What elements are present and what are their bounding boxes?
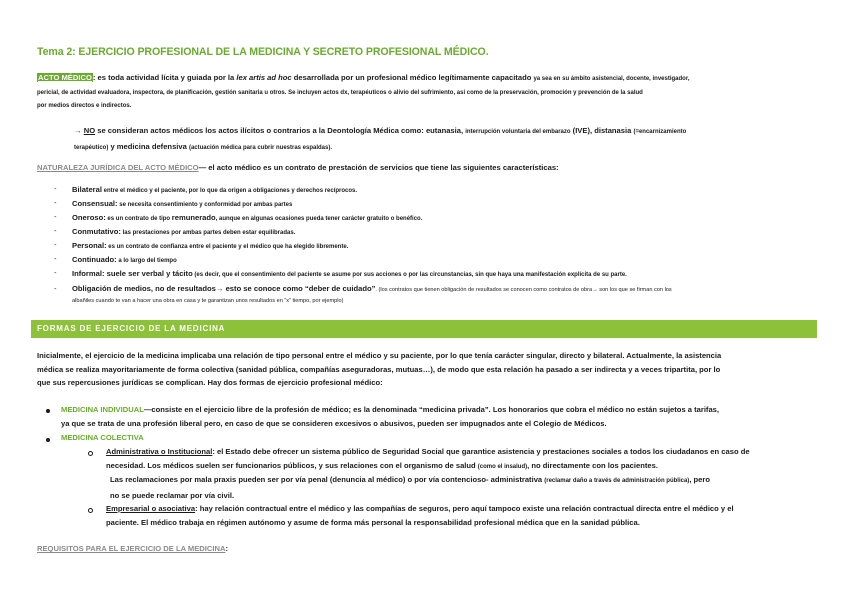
list-dash: - xyxy=(54,254,57,263)
section-header-bar xyxy=(31,320,817,338)
page-title: Tema 2: EJERCICIO PROFESIONAL DE LA MEDICINA Y SECRETO PROFESIONAL MÉDICO. xyxy=(37,46,489,58)
no-actos-text-1: se consideran actos médicos los actos ilícitos o contrarios a la Deontología Médica como: eutanasia, xyxy=(95,126,466,135)
requisitos-line xyxy=(37,542,228,556)
text-span: Conmutativo: xyxy=(72,227,121,236)
list-item xyxy=(72,267,627,283)
text-span: —consiste en el ejercicio libre de la profesión de médico; es la denominada “medicina privada”. Los honorarios que cobra el médico no están sujetos a tarifas, xyxy=(143,405,720,414)
text-span: necesidad. Los médicos suelen ser funcionarios públicos, y sus relaciones con el organismo de salud xyxy=(106,460,478,470)
text-span: no se puede reclamar por vía civil. xyxy=(110,490,235,500)
text-span: Oneroso: xyxy=(72,213,106,222)
requisitos-heading: REQUISITOS PARA EL EJERCICIO DE LA MEDICINA xyxy=(37,544,226,553)
text-span: ya que se trata de una profesión liberal pero, en caso de que se consideren excesivos o abusivos, pueden ser impugnados ante el Colegio de Médicos. xyxy=(61,418,607,428)
naturaleza-heading: NATURALEZA JURÍDICA DEL ACTO MÉDICO xyxy=(37,163,199,172)
list-dash: - xyxy=(54,284,57,293)
text-span: , aunque en algunas ocasiones pueda tener carácter gratuito o benéfico. xyxy=(215,216,423,222)
bullet-ring xyxy=(88,508,93,513)
bullet-dot xyxy=(46,438,50,442)
text-span: es un contrato de tipo xyxy=(105,216,172,222)
no-actos-small-2: (=encarnizamiento xyxy=(633,129,687,135)
list-dash: - xyxy=(54,212,57,221)
no-actos-small-1: interrupción voluntaria del embarazo xyxy=(465,129,571,135)
acto-text-4: ya sea en su ámbito asistencial, docente, investigador, xyxy=(533,76,690,82)
text-span: : el Estado debe ofrecer un sistema público de Seguridad Social que garantice asistencia y prestaciones sociales a todos los ciudadanos en caso de xyxy=(212,447,750,456)
text-span: Empresarial o asociativa xyxy=(106,504,196,513)
text-span: : xyxy=(225,544,228,553)
medicina-individual xyxy=(61,403,821,430)
text-span: . (los contratos que tienen obligación de resultados se conocen como contratos de obra→ son los que se firman con los xyxy=(375,287,672,293)
acto-medico-label: ACTO MÉDICO xyxy=(38,73,92,82)
text-span: Consensual: xyxy=(72,199,118,208)
no-actos-small-3: terapéutico) xyxy=(74,144,109,151)
text-span: Personal: xyxy=(72,241,107,250)
bullet-ring xyxy=(88,451,93,456)
empresarial-item xyxy=(106,502,826,529)
naturaleza-text: — el acto médico es un contrato de prestación de servicios que tiene las siguientes características: xyxy=(198,163,559,172)
text-span: (es decir, que el consentimiento del paciente se asume por sus acciones o por las circunstancias, sin que haya una manifestación explícita de su parte. xyxy=(192,272,627,278)
no-actos-paragraph xyxy=(74,124,824,155)
acto-line-3: por medios directos e indirectos. xyxy=(37,103,132,110)
text-span: MEDICINA INDIVIDUAL xyxy=(61,405,144,414)
text-span: entre el médico y el paciente, por lo que da origen a obligaciones y derechos recíprocos. xyxy=(101,188,358,194)
reclamaciones-paragraph xyxy=(110,473,825,502)
list-dash: - xyxy=(54,198,57,207)
text-span: Bilateral xyxy=(72,185,102,194)
medicina-colectiva-heading xyxy=(61,431,144,445)
arrow-icon: → xyxy=(74,126,82,135)
list-dash: - xyxy=(54,240,57,249)
text-span: (reclamar daño a través de administración pública) xyxy=(544,478,690,484)
list-dash: - xyxy=(54,226,57,235)
no-actos-small-4: (actuación médica para cubrir nuestras espaldas). xyxy=(188,144,333,151)
text-span: Las reclamaciones por mala praxis pueden ser por vía penal (denuncia al médico) o por vía contencioso- administrativa xyxy=(110,475,545,484)
naturaleza-line xyxy=(37,161,827,175)
section-header-text: FORMAS DE EJERCICIO DE LA MEDICINA xyxy=(37,324,226,333)
text-span: : hay relación contractual entre el médico y las compañías de seguros, pero aquí tampoco existe una relación contractual directa entre el médico y el xyxy=(195,504,734,513)
text-span: las prestaciones por ambas partes deben estar equilibradas. xyxy=(120,230,296,236)
acto-medico-paragraph xyxy=(37,71,827,114)
text-span: Informal: suele ser verbal y tácito xyxy=(72,269,193,278)
acto-text-3: desarrollada por un profesional médico legítimamente capacitado xyxy=(291,73,534,82)
acto-lex-artis: lex artis ad hoc xyxy=(236,73,292,82)
no-actos-text-2: (IVE), distanasia xyxy=(570,126,634,135)
text-span: Continuado: xyxy=(72,255,117,264)
no-label: NO xyxy=(83,126,96,135)
text-span: paciente. El médico trabaja en régimen autónomo y asume de forma más personal la responsabilidad profesional médica que en la sanidad pública. xyxy=(106,517,640,527)
list-dash: - xyxy=(54,184,57,193)
text-span: Administrativa o Institucional xyxy=(106,447,213,456)
text-span: Obligación de medios, no de resultados→ esto se conoce como “deber de cuidado” xyxy=(72,284,376,293)
acto-line-2: pericial, de actividad evaluadora, inspectora, de planificación, gestión sanitaria u otros. Se incluyen actos dx, terapéuticos o alivio del sufrimiento, así como de la preservación, promoción y prevención de la salud xyxy=(37,89,643,96)
list-dash: - xyxy=(54,268,57,277)
text-span: , no directamente con los pacientes. xyxy=(527,460,658,470)
text-span: a lo largo del tiempo xyxy=(116,258,177,264)
text-span: médica se realiza mayoritariamente de forma colectiva (sanidad pública, compañías aseguradoras, mutuas…), de modo que esta relación ha pasado a ser indirecta y a veces tripartita, por lo xyxy=(37,364,721,374)
acto-text-1: : es toda actividad lícita y guiada por la xyxy=(92,73,237,82)
text-span: MEDICINA COLECTIVA xyxy=(61,433,144,442)
administrativa-item xyxy=(106,445,826,474)
text-span: (como el insalud) xyxy=(477,463,528,470)
text-span: Inicialmente, el ejercicio de la medicina implicaba una relación de tipo personal entre el médico y su paciente, por lo que tenía carácter singular, directo y bilateral. Actualmente, la asistencia xyxy=(37,351,722,360)
text-span: se necesita consentimiento y conformidad por ambas partes xyxy=(117,202,293,208)
text-span: es un contrato de confianza entre el paciente y el médico que ha elegido libremente. xyxy=(106,244,349,250)
bullet-dot xyxy=(46,409,50,413)
list-item-continuation: albañiles cuando te van a hacer una obra en casa y te garantizan unos resultados en “x” tiempo, por ejemplo) xyxy=(72,298,344,304)
text-span: , pero xyxy=(689,475,710,484)
text-span: remunerado xyxy=(171,213,216,222)
no-actos-text-3: y medicina defensiva xyxy=(108,141,189,151)
intro-paragraph xyxy=(37,349,827,390)
text-span: que sus repercusiones jurídicas se complican. Hay dos formas de ejercicio profesional médico: xyxy=(37,378,383,388)
